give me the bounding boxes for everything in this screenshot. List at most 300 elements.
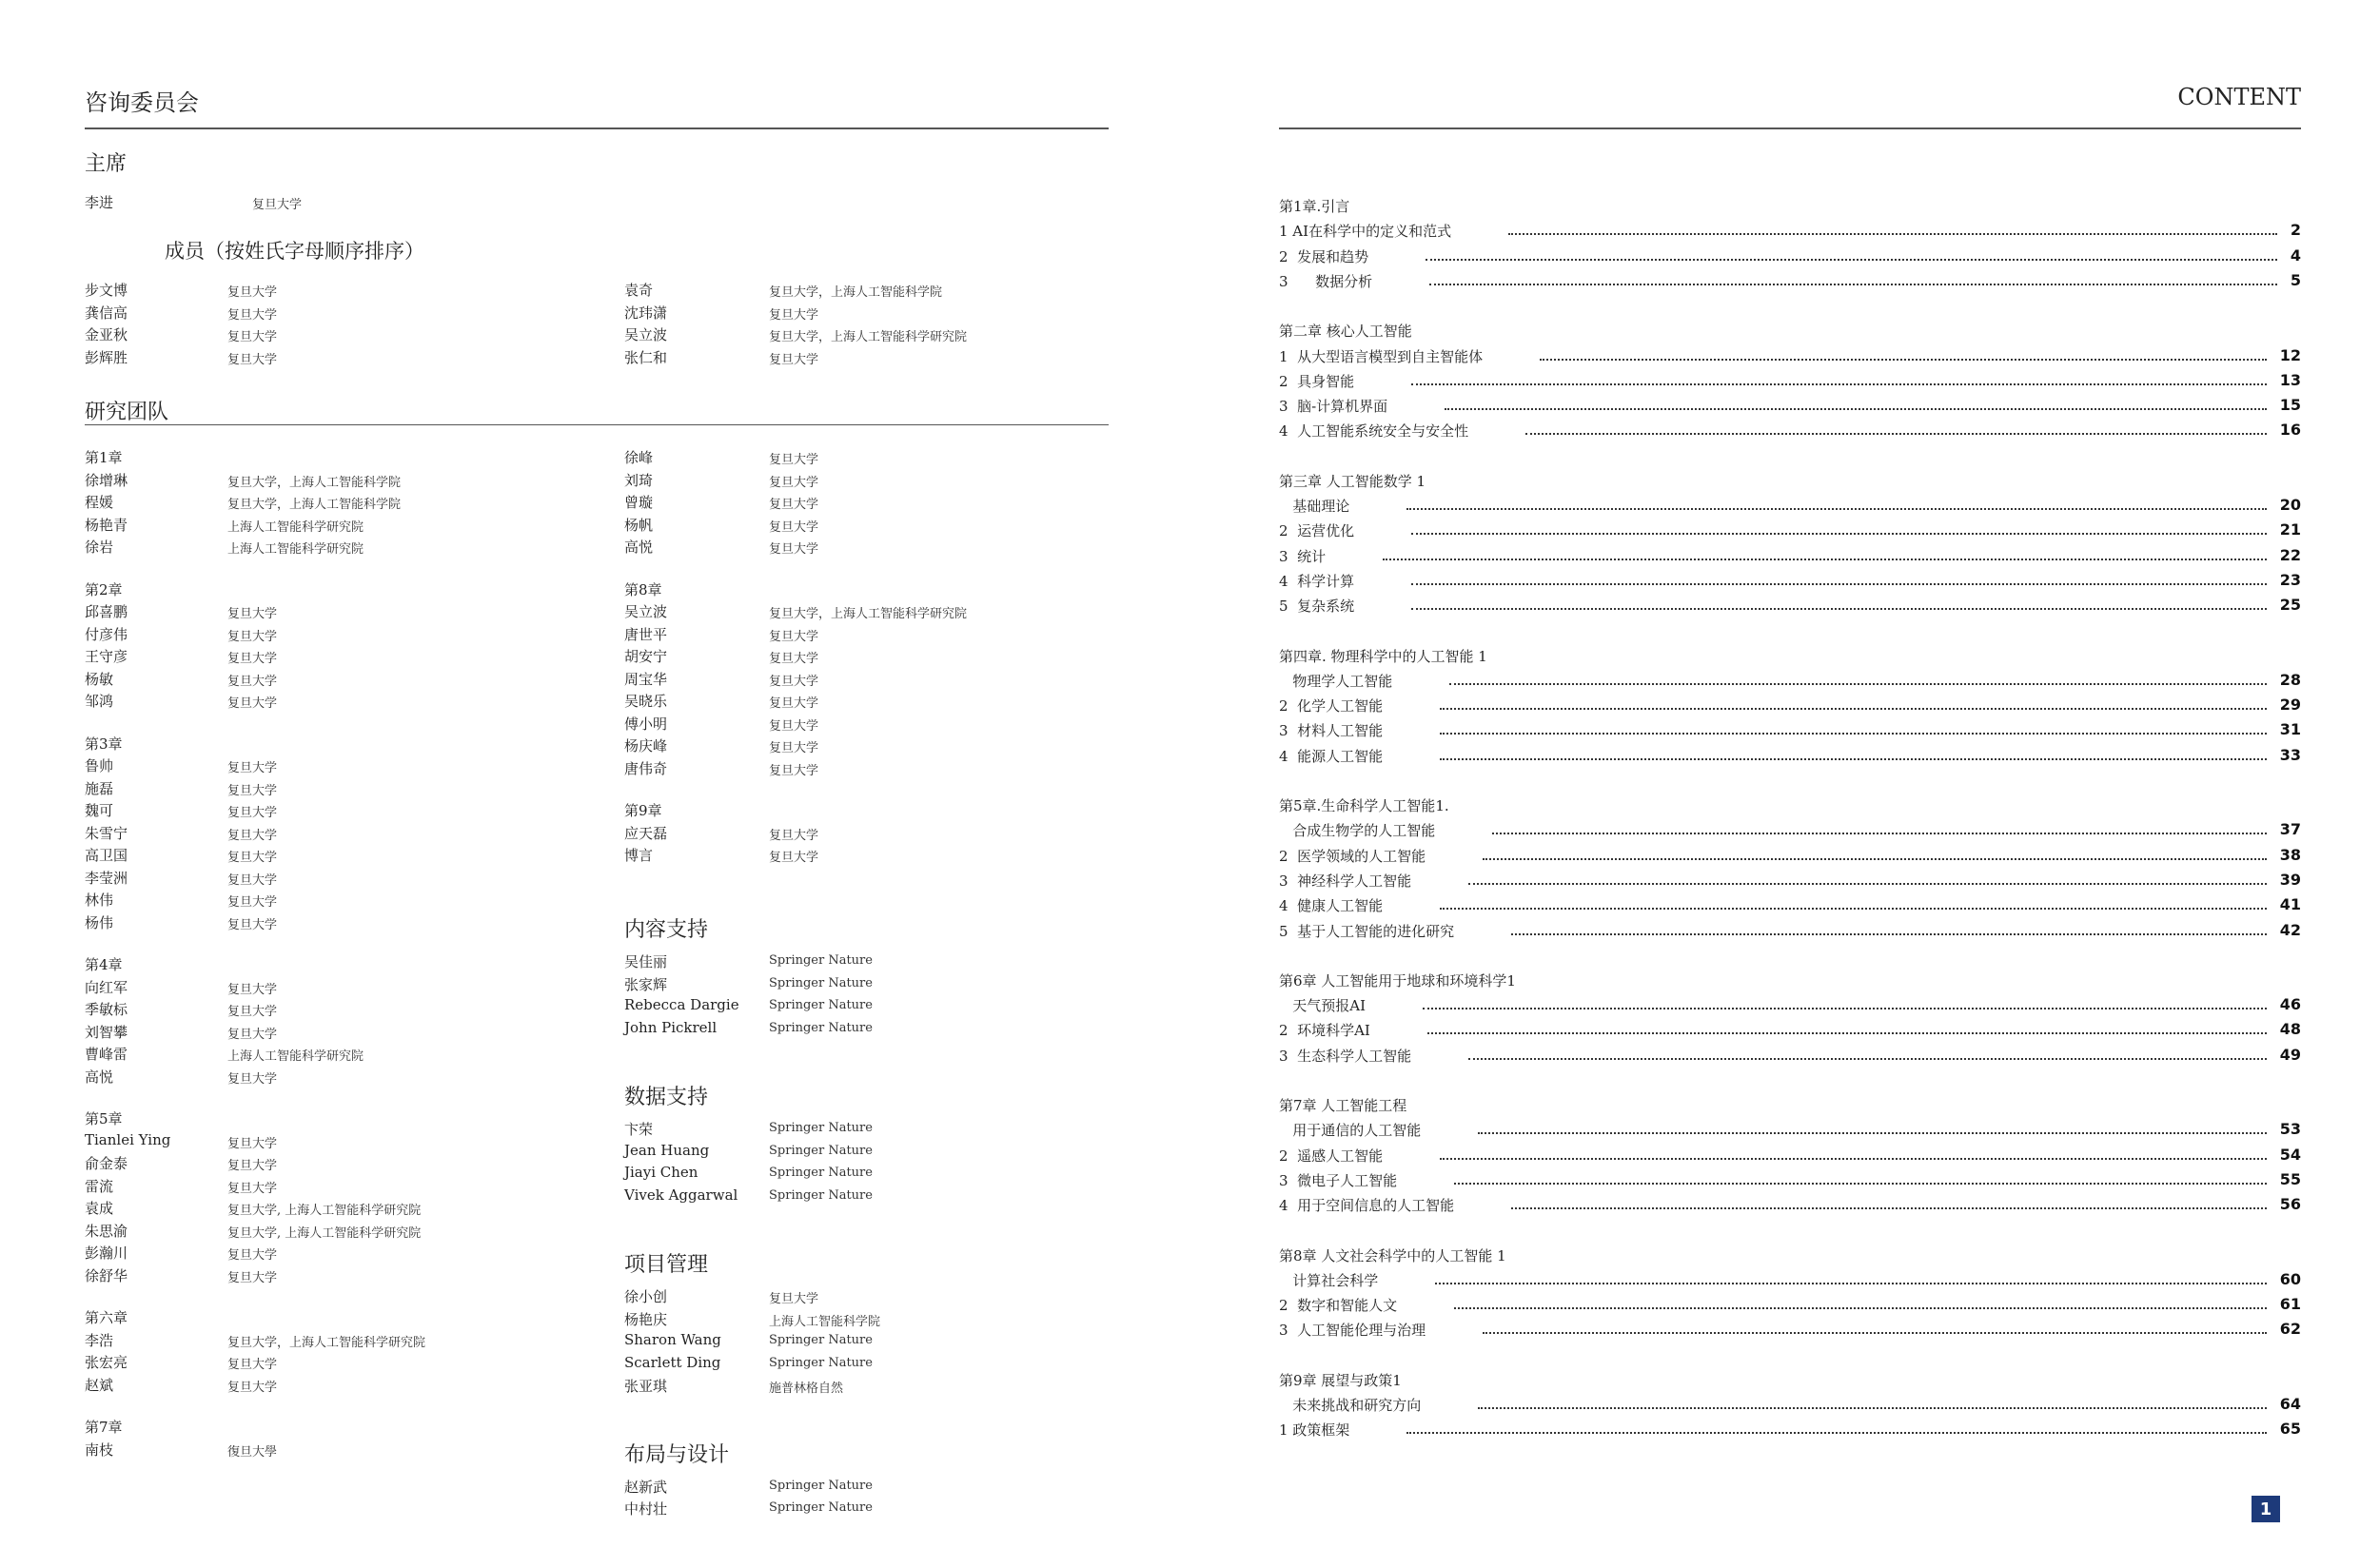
member-name: 沈玮潇 — [624, 304, 668, 322]
toc-entry-label: 4 用于空间信息的人工智能 — [1279, 1197, 1455, 1215]
team-member-affiliation: 复旦大学 — [227, 917, 278, 932]
chapter-label: 第5章 — [85, 1110, 123, 1127]
support-name: Jean Huang — [624, 1141, 710, 1159]
team-member-name: Tianlei Ying — [85, 1130, 171, 1148]
toc-entry-label: 未来挑战和研究方向 — [1279, 1397, 1422, 1414]
team-member-affiliation: 复旦大学, 上海人工智能科学研究院 — [227, 1204, 422, 1218]
chair-affiliation: 复旦大学 — [252, 198, 303, 212]
team-member-affiliation: 复旦大学 — [227, 696, 278, 711]
toc-entry[interactable] — [1279, 1170, 2301, 1189]
team-member-affiliation: 复旦大学 — [227, 1380, 278, 1395]
support-name: Sharon Wang — [624, 1331, 721, 1348]
team-member-affiliation: 复旦大学 — [227, 783, 278, 798]
team-member-name: 林伟 — [85, 892, 114, 909]
team-member-name: 鲁帅 — [85, 757, 114, 774]
toc-entry[interactable] — [1279, 520, 2301, 539]
toc-leader-dots — [1411, 533, 2267, 535]
team-member-name: 张宏亮 — [85, 1354, 128, 1371]
toc-entry[interactable] — [1279, 1295, 2301, 1314]
toc-entry-page: 55 — [2279, 1169, 2301, 1188]
team-member-name: 南枝 — [85, 1441, 114, 1459]
team-member-name: 应天磊 — [624, 824, 668, 842]
member-name: 张仁和 — [624, 348, 668, 366]
team-member-name: 朱思渝 — [85, 1222, 128, 1240]
team-member-affiliation: 复旦大学 — [769, 718, 819, 734]
toc-leader-dots — [1454, 1307, 2267, 1309]
support-affiliation: 复旦大学 — [769, 1292, 819, 1306]
team-member-name: 袁成 — [85, 1200, 114, 1217]
support-affiliation: Springer Nature — [769, 1478, 873, 1493]
member-name: 龚信高 — [85, 304, 128, 322]
toc-entry-page: 25 — [2279, 596, 2301, 615]
toc-entry[interactable] — [1279, 346, 2301, 365]
team-member-name: 李莹洲 — [85, 869, 128, 887]
team-member-affiliation: 复旦大学 — [769, 763, 819, 778]
team-member-name: 徐舒华 — [85, 1266, 128, 1284]
team-member-name: 徐峰 — [624, 449, 654, 466]
member-affiliation: 复旦大学 — [227, 285, 278, 300]
team-member-affiliation: 复旦大学 — [227, 828, 278, 843]
toc-entry-label: 3 生态科学人工智能 — [1279, 1047, 1412, 1065]
support-name: Scarlett Ding — [624, 1353, 721, 1371]
member-affiliation: 复旦大学 — [769, 307, 819, 323]
toc-entry-page: 21 — [2279, 520, 2301, 539]
toc-entry-page: 15 — [2279, 396, 2301, 415]
toc-entry-label: 物理学人工智能 — [1279, 672, 1393, 690]
toc-leader-dots — [1511, 933, 2267, 935]
toc-entry-page: 28 — [2279, 670, 2301, 689]
team-member-affiliation: 复旦大学，上海人工智能科学院 — [227, 498, 402, 512]
toc-leader-dots — [1411, 608, 2267, 610]
toc-entry-label: 2 医学领域的人工智能 — [1279, 847, 1426, 865]
support-name: 赵新武 — [624, 1478, 668, 1496]
chapter-label: 第六章 — [85, 1309, 128, 1326]
team-member-affiliation: 复旦大学 — [227, 674, 278, 689]
toc-entry[interactable] — [1279, 671, 2301, 690]
toc-entry-page: 65 — [2279, 1420, 2301, 1439]
toc-entry-label: 3 微电子人工智能 — [1279, 1171, 1398, 1189]
toc-entry-label: 4 健康人工智能 — [1279, 897, 1384, 915]
toc-leader-dots — [1478, 1132, 2266, 1134]
toc-leader-dots — [1540, 359, 2267, 361]
toc-entry[interactable] — [1279, 720, 2301, 739]
toc-leader-dots — [1406, 1432, 2266, 1434]
team-divider — [85, 424, 1109, 425]
toc-entry-label: 5 基于人工智能的进化研究 — [1279, 922, 1455, 940]
team-member-name: 付彦伟 — [85, 625, 128, 643]
team-member-affiliation: 复旦大学 — [769, 851, 819, 865]
member-name: 袁奇 — [624, 282, 654, 299]
chapter-label: 第1章 — [85, 449, 123, 466]
team-member-name: 徐增琳 — [85, 471, 128, 489]
team-member-name: 杨庆峰 — [624, 737, 668, 755]
team-member-affiliation: 复旦大学 — [227, 1136, 278, 1151]
team-member-name: 朱雪宁 — [85, 824, 128, 842]
team-member-name: 高悦 — [85, 1068, 114, 1086]
chapter-label: 第7章 — [85, 1419, 123, 1436]
member-affiliation: 复旦大学 — [227, 352, 278, 367]
toc-entry-page: 23 — [2279, 570, 2301, 589]
toc-chapter-title: 第8章 人文社会科学中的人工智能 1 — [1279, 1246, 1506, 1264]
toc-entry-label: 用于通信的人工智能 — [1279, 1122, 1422, 1140]
chair-title: 主席 — [85, 152, 128, 176]
support-name: Vivek Aggarwal — [624, 1186, 738, 1204]
toc-entry-page: 64 — [2279, 1395, 2301, 1413]
team-member-affiliation: 复旦大学，上海人工智能科学院 — [227, 475, 402, 490]
toc-entry[interactable] — [1279, 496, 2301, 515]
toc-entry-page: 56 — [2279, 1195, 2301, 1214]
support-name: 卞荣 — [624, 1121, 654, 1138]
toc-entry-label: 3 神经科学人工智能 — [1279, 872, 1412, 890]
toc-entry[interactable] — [1279, 596, 2301, 615]
member-affiliation: 复旦大学，上海人工智能科学研究院 — [769, 330, 968, 344]
toc-entry-label: 5 复杂系统 — [1279, 598, 1355, 616]
team-member-affiliation: 复旦大学 — [227, 1027, 278, 1042]
team-member-name: 季敏标 — [85, 1001, 128, 1018]
team-member-affiliation: 复旦大学 — [227, 607, 278, 621]
team-member-affiliation: 复旦大学 — [227, 1270, 278, 1285]
toc-entry-page: 4 — [2290, 245, 2301, 265]
toc-entry-label: 3 脑-计算机界面 — [1279, 398, 1388, 416]
toc-entry-page: 31 — [2279, 720, 2301, 739]
toc-entry-page: 13 — [2279, 370, 2301, 389]
team-member-name: 魏可 — [85, 802, 114, 819]
chair-name: 李进 — [85, 194, 114, 211]
toc-entry-page: 54 — [2279, 1145, 2301, 1164]
toc-chapter-title: 第9章 展望与政策1 — [1279, 1371, 1402, 1389]
toc-leader-dots — [1511, 1207, 2267, 1209]
team-member-name: 博言 — [624, 847, 654, 864]
team-member-affiliation: 复旦大学，上海人工智能科学研究院 — [227, 1335, 426, 1350]
toc-entry-page: 53 — [2279, 1120, 2301, 1139]
team-member-name: 程媛 — [85, 494, 114, 511]
team-member-name: 唐伟奇 — [624, 759, 668, 777]
toc-entry[interactable] — [1279, 871, 2301, 890]
toc-entry-page: 39 — [2279, 870, 2301, 889]
team-member-name: 赵斌 — [85, 1376, 114, 1394]
team-member-affiliation: 复旦大学 — [769, 629, 819, 644]
toc-leader-dots — [1483, 1332, 2267, 1334]
toc-chapter-title: 第1章.引言 — [1279, 198, 1350, 215]
team-member-name: 周宝华 — [624, 670, 668, 688]
header-divider-left — [85, 127, 1109, 129]
support-section-title: 布局与设计 — [624, 1442, 730, 1467]
team-member-name: 胡安宁 — [624, 648, 668, 665]
toc-entry-label: 1 从大型语言模型到自主智能体 — [1279, 347, 1484, 365]
team-member-name: 杨艳青 — [85, 516, 128, 534]
toc-entry-label: 1 AI在科学中的定义和范式 — [1279, 223, 1452, 241]
support-name: 张家辉 — [624, 975, 668, 993]
team-member-name: 杨敏 — [85, 670, 114, 688]
member-name: 彭辉胜 — [85, 348, 128, 366]
team-member-affiliation: 复旦大学 — [227, 1248, 278, 1263]
toc-entry-label: 2 具身智能 — [1279, 372, 1355, 390]
team-member-name: 雷流 — [85, 1177, 114, 1195]
toc-entry-page: 49 — [2279, 1045, 2301, 1064]
advisory-committee-header: 咨询委员会 — [85, 89, 199, 116]
support-name: Jiayi Chen — [624, 1164, 698, 1181]
team-member-affiliation: 复旦大学 — [227, 629, 278, 644]
toc-entry-label: 天气预报AI — [1279, 997, 1367, 1015]
team-member-affiliation: 上海人工智能科学研究院 — [227, 1049, 364, 1064]
toc-chapter-title: 第二章 核心人工智能 — [1279, 323, 1412, 341]
toc-entry-page: 2 — [2290, 221, 2301, 240]
team-member-name: 施磊 — [85, 779, 114, 797]
team-member-name: 刘琦 — [624, 471, 654, 489]
team-member-affiliation: 复旦大学 — [227, 1005, 278, 1019]
toc-entry-page: 16 — [2279, 421, 2301, 440]
toc-leader-dots — [1525, 433, 2267, 435]
toc-leader-dots — [1429, 284, 2277, 285]
chapter-label: 第8章 — [624, 580, 662, 598]
toc-entry[interactable] — [1279, 846, 2301, 865]
toc-chapter-title: 第三章 人工智能数学 1 — [1279, 472, 1426, 490]
toc-leader-dots — [1383, 559, 2267, 560]
support-section-title: 项目管理 — [624, 1253, 709, 1277]
toc-chapter-title: 第四章. 物理科学中的人工智能 1 — [1279, 647, 1487, 665]
toc-entry[interactable] — [1279, 246, 2301, 265]
toc-leader-dots — [1426, 259, 2277, 261]
team-member-affiliation: 复旦大学 — [227, 652, 278, 666]
toc-entry-label: 2 化学人工智能 — [1279, 697, 1384, 715]
toc-entry[interactable] — [1279, 746, 2301, 765]
team-member-affiliation: 復旦大學 — [227, 1444, 278, 1460]
chapter-label: 第9章 — [624, 802, 662, 819]
toc-entry[interactable] — [1279, 1320, 2301, 1339]
team-member-name: 王守彦 — [85, 648, 128, 665]
member-affiliation: 复旦大学，上海人工智能科学院 — [769, 285, 943, 300]
team-member-name: 邹鸿 — [85, 693, 114, 710]
toc-entry[interactable] — [1279, 1270, 2301, 1289]
team-member-affiliation: 复旦大学 — [769, 453, 819, 467]
toc-entry-page: 46 — [2279, 995, 2301, 1014]
toc-entry-page: 62 — [2279, 1320, 2301, 1339]
toc-entry[interactable] — [1279, 895, 2301, 914]
team-member-name: 彭瀚川 — [85, 1245, 128, 1262]
support-name: John Pickrell — [624, 1018, 718, 1036]
chapter-label: 第4章 — [85, 956, 123, 973]
research-team-title: 研究团队 — [85, 401, 169, 424]
team-member-name: 高卫国 — [85, 847, 128, 864]
support-affiliation: 施普林格自然 — [769, 1382, 844, 1396]
toc-entry[interactable] — [1279, 1420, 2301, 1439]
toc-entry-label: 基础理论 — [1279, 498, 1350, 515]
toc-entry[interactable] — [1279, 820, 2301, 839]
toc-leader-dots — [1440, 733, 2267, 735]
team-member-name: 杨帆 — [624, 516, 654, 534]
toc-entry[interactable] — [1279, 571, 2301, 590]
toc-entry-label: 2 运营优化 — [1279, 522, 1355, 540]
toc-chapter-title: 第5章.生命科学人工智能1. — [1279, 797, 1449, 814]
toc-entry-label: 2 发展和趋势 — [1279, 247, 1369, 265]
toc-leader-dots — [1440, 758, 2267, 760]
team-member-name: 高悦 — [624, 539, 654, 556]
toc-leader-dots — [1478, 1407, 2266, 1409]
members-title: 成员（按姓氏字母顺序排序） — [165, 240, 424, 263]
team-member-name: 李浩 — [85, 1331, 114, 1349]
toc-entry-page: 20 — [2279, 496, 2301, 514]
toc-leader-dots — [1440, 1158, 2267, 1160]
member-name: 吴立波 — [624, 326, 668, 343]
toc-leader-dots — [1468, 1058, 2267, 1060]
toc-leader-dots — [1468, 883, 2267, 885]
team-member-affiliation: 复旦大学 — [769, 674, 819, 689]
toc-entry[interactable] — [1279, 1146, 2301, 1165]
page-number-badge: 1 — [2252, 1496, 2280, 1522]
team-member-name: 徐岩 — [85, 539, 114, 556]
team-member-name: 傅小明 — [624, 715, 668, 733]
toc-entry[interactable] — [1279, 1395, 2301, 1414]
team-member-affiliation: 复旦大学 — [227, 851, 278, 865]
team-member-affiliation: 复旦大学 — [227, 1071, 278, 1087]
support-affiliation: Springer Nature — [769, 1121, 873, 1135]
toc-leader-dots — [1454, 1183, 2267, 1185]
toc-entry-page: 38 — [2279, 845, 2301, 864]
chapter-label: 第3章 — [85, 735, 123, 753]
team-member-name: 俞金泰 — [85, 1155, 128, 1172]
team-member-name: 唐世平 — [624, 625, 668, 643]
support-affiliation: Springer Nature — [769, 1500, 873, 1515]
team-member-affiliation: 复旦大学 — [769, 696, 819, 711]
toc-entry-label: 4 能源人工智能 — [1279, 747, 1384, 765]
toc-entry-page: 33 — [2279, 745, 2301, 764]
toc-entry-label: 3 统计 — [1279, 547, 1327, 565]
toc-entry[interactable] — [1279, 995, 2301, 1014]
toc-entry-page: 60 — [2279, 1269, 2301, 1288]
toc-entry[interactable] — [1279, 546, 2301, 565]
toc-leader-dots — [1435, 1283, 2266, 1284]
support-affiliation: Springer Nature — [769, 998, 873, 1012]
toc-leader-dots — [1411, 583, 2267, 585]
toc-entry-page: 61 — [2279, 1295, 2301, 1314]
toc-leader-dots — [1411, 383, 2267, 385]
toc-entry[interactable] — [1279, 1195, 2301, 1214]
team-member-name: 邱喜鹏 — [85, 603, 128, 620]
toc-entry-page: 22 — [2279, 545, 2301, 564]
team-member-name: 吴晓乐 — [624, 693, 668, 710]
toc-chapter-title: 第7章 人工智能工程 — [1279, 1097, 1407, 1114]
toc-leader-dots — [1445, 408, 2267, 410]
toc-entry-label: 4 科学计算 — [1279, 572, 1355, 590]
team-member-affiliation: 复旦大学，上海人工智能科学研究院 — [769, 607, 968, 621]
support-name: 张亚琪 — [624, 1378, 668, 1395]
support-affiliation: Springer Nature — [769, 1020, 873, 1035]
support-affiliation: Springer Nature — [769, 953, 873, 968]
team-member-affiliation: 复旦大学 — [227, 1358, 278, 1372]
toc-entry-label: 3 人工智能伦理与治理 — [1279, 1322, 1426, 1340]
support-name: 徐小创 — [624, 1288, 668, 1305]
support-affiliation: Springer Nature — [769, 1143, 873, 1158]
toc-entry-page: 48 — [2279, 1020, 2301, 1039]
toc-entry[interactable] — [1279, 1020, 2301, 1039]
toc-entry-page: 42 — [2279, 920, 2301, 939]
toc-entry-label: 1 政策框架 — [1279, 1421, 1350, 1440]
support-affiliation: 上海人工智能科学院 — [769, 1314, 881, 1329]
member-name: 步文博 — [85, 282, 128, 299]
toc-leader-dots — [1406, 508, 2266, 510]
toc-entry-label: 2 数字和智能人文 — [1279, 1297, 1398, 1315]
support-name: Rebecca Dargie — [624, 996, 739, 1013]
toc-leader-dots — [1508, 233, 2277, 235]
support-affiliation: Springer Nature — [769, 1187, 873, 1203]
team-member-affiliation: 上海人工智能科学研究院 — [227, 519, 364, 535]
team-member-affiliation: 复旦大学 — [769, 652, 819, 666]
team-member-name: 吴立波 — [624, 603, 668, 620]
team-member-name: 向红军 — [85, 978, 128, 996]
support-affiliation: Springer Nature — [769, 975, 873, 990]
support-name: 杨艳庆 — [624, 1310, 668, 1328]
team-member-affiliation: 复旦大学 — [227, 1181, 278, 1196]
toc-entry[interactable] — [1279, 421, 2301, 440]
toc-leader-dots — [1449, 683, 2266, 685]
toc-entry-page: 29 — [2279, 696, 2301, 715]
support-affiliation: Springer Nature — [769, 1166, 873, 1180]
toc-entry[interactable] — [1279, 696, 2301, 715]
header-divider-right — [1279, 127, 2301, 129]
toc-entry-label: 4 人工智能系统安全与安全性 — [1279, 422, 1469, 441]
toc-entry[interactable] — [1279, 396, 2301, 415]
toc-leader-dots — [1440, 908, 2267, 910]
team-member-name: 曾璇 — [624, 494, 654, 511]
team-member-affiliation: 复旦大学 — [769, 475, 819, 490]
toc-entry-page: 5 — [2290, 270, 2301, 289]
team-member-affiliation: 复旦大学 — [227, 761, 278, 775]
team-member-affiliation: 复旦大学 — [769, 741, 819, 755]
team-member-affiliation: 复旦大学 — [769, 498, 819, 512]
support-affiliation: Springer Nature — [769, 1333, 873, 1347]
team-member-name: 刘智攀 — [85, 1023, 128, 1041]
toc-leader-dots — [1483, 858, 2267, 860]
toc-entry[interactable] — [1279, 921, 2301, 940]
team-member-affiliation: 复旦大学, 上海人工智能科学研究院 — [227, 1225, 422, 1241]
support-name: 中村壮 — [624, 1500, 668, 1518]
toc-leader-dots — [1440, 708, 2267, 710]
toc-entry[interactable] — [1279, 271, 2301, 290]
content-header: CONTENT — [2177, 84, 2301, 110]
toc-entry-page: 41 — [2279, 895, 2301, 914]
toc-entry[interactable] — [1279, 371, 2301, 390]
member-name: 金亚秋 — [85, 326, 128, 343]
team-member-affiliation: 上海人工智能科学研究院 — [227, 542, 364, 557]
toc-entry-page: 37 — [2279, 820, 2301, 839]
member-affiliation: 复旦大学 — [227, 307, 278, 323]
chapter-label: 第2章 — [85, 580, 123, 598]
toc-entry-page: 12 — [2279, 345, 2301, 364]
toc-entry-label: 计算社会科学 — [1279, 1271, 1379, 1289]
team-member-affiliation: 复旦大学 — [769, 519, 819, 535]
toc-entry-label: 3 数据分析 — [1279, 272, 1373, 290]
team-member-affiliation: 复旦大学 — [227, 1159, 278, 1173]
team-member-name: 曹峰雷 — [85, 1046, 128, 1063]
support-affiliation: Springer Nature — [769, 1355, 873, 1370]
toc-entry[interactable] — [1279, 221, 2301, 240]
member-affiliation: 复旦大学 — [227, 330, 278, 344]
support-section-title: 数据支持 — [624, 1086, 709, 1109]
toc-entry[interactable] — [1279, 1046, 2301, 1065]
toc-entry[interactable] — [1279, 1120, 2301, 1139]
toc-entry-label: 合成生物学的人工智能 — [1279, 822, 1436, 840]
toc-entry-label: 3 材料人工智能 — [1279, 722, 1384, 740]
toc-chapter-title: 第6章 人工智能用于地球和环境科学1 — [1279, 971, 1516, 990]
team-member-affiliation: 复旦大学 — [227, 895, 278, 910]
support-name: 吴佳丽 — [624, 953, 668, 970]
team-member-affiliation: 复旦大学 — [227, 806, 278, 820]
toc-leader-dots — [1427, 1032, 2267, 1034]
toc-leader-dots — [1423, 1008, 2267, 1009]
toc-entry-label: 2 遥感人工智能 — [1279, 1147, 1384, 1165]
member-affiliation: 复旦大学 — [769, 352, 819, 367]
team-member-affiliation: 复旦大学 — [769, 542, 819, 557]
